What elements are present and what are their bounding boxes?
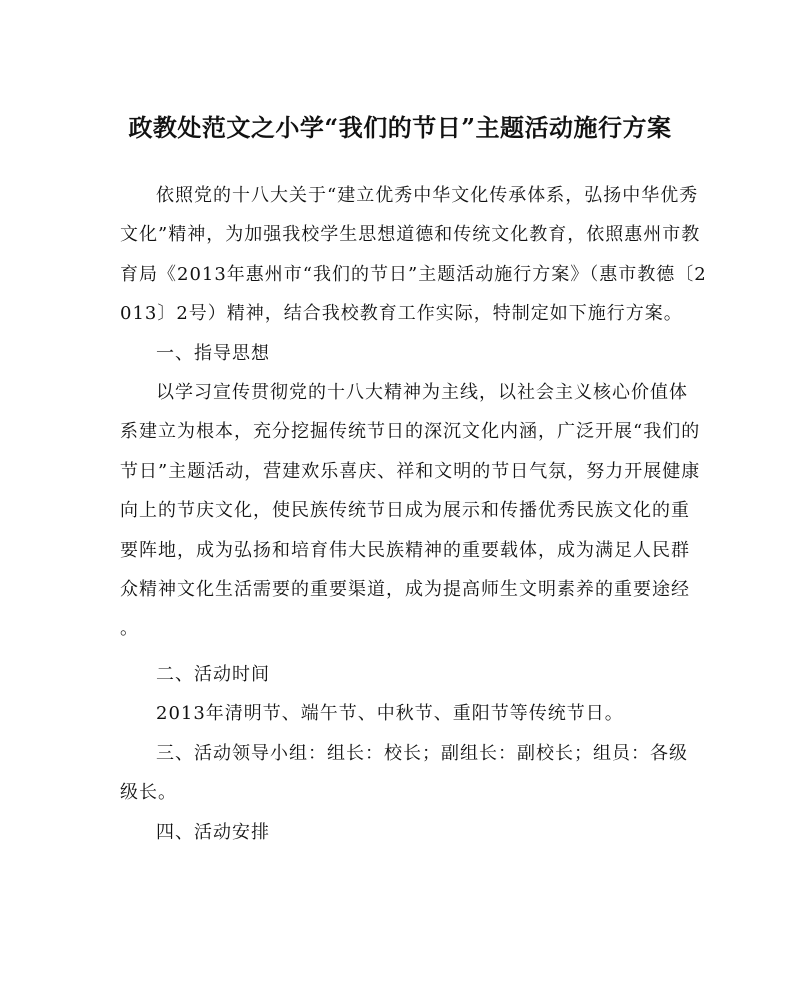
document-title: 政教处范文之小学“我们的节日”主题活动施行方案 <box>128 113 672 142</box>
section-heading-activity-arrangement: 四、活动安排 <box>156 821 270 843</box>
guiding-ideology-line-4: 向上的节庆文化，使民族传统节日成为展示和传播优秀民族文化的重 <box>120 500 690 522</box>
guiding-ideology-line-7: 。 <box>120 618 139 640</box>
section-heading-activity-time: 二、活动时间 <box>156 663 270 685</box>
section-heading-guiding-ideology: 一、指导思想 <box>156 342 270 364</box>
guiding-ideology-line-1: 以学习宣传贯彻党的十八大精神为主线，以社会主义核心价值体 <box>156 382 688 404</box>
leadership-group-line-2: 级长。 <box>120 782 177 804</box>
guiding-ideology-line-6: 众精神文化生活需要的重要渠道，成为提高师生文明素养的重要途经 <box>120 579 690 601</box>
leadership-group-line-1: 三、活动领导小组：组长：校长；副组长：副校长；组员：各级 <box>156 742 688 764</box>
guiding-ideology-line-3: 节日”主题活动，营建欢乐喜庆、祥和文明的节日气氛，努力开展健康 <box>120 460 701 482</box>
document-body <box>120 176 707 852</box>
intro-line-1: 依照党的十八大关于“建立优秀中华文化传承体系，弘扬中华优秀 <box>156 185 699 206</box>
guiding-ideology-line-5: 要阵地，成为弘扬和培育伟大民族精神的重要载体，成为满足人民群 <box>120 539 690 561</box>
guiding-ideology-line-2: 系建立为根本，充分挖掘传统节日的深沉文化内涵，广泛开展“我们的 <box>120 421 701 443</box>
intro-line-3: 育局《2013年惠州市“我们的节日”主题活动施行方案》（惠市教德〔2 <box>120 263 707 285</box>
intro-line-4: 013〕2号）精神，结合我校教育工作实际，特制定如下施行方案。 <box>120 303 683 325</box>
activity-time-line: 2013年清明节、端午节、中秋节、重阳节等传统节日。 <box>156 703 624 725</box>
intro-line-2: 文化”精神，为加强我校学生思想道德和传统文化教育，依照惠州市教 <box>120 224 701 246</box>
